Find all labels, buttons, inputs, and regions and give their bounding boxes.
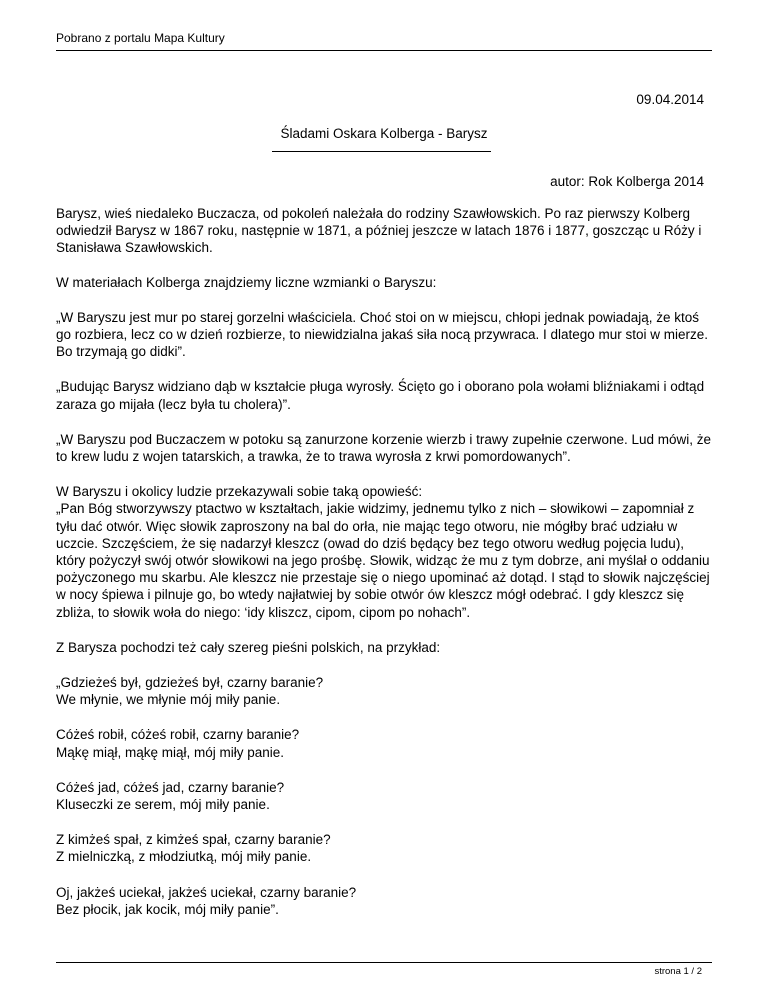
paragraph: Barysz, wieś niedaleko Buczacza, od pokoleń należała do rodziny Szawłowskich. Po raz pierwszy Kolberg odwiedził Barysz w 1867 roku, następnie w 1871, a później jeszcze w latach 1876 i 1877, goszcząc u Róży i Stanisława Szawłowskich. bbox=[56, 206, 702, 256]
paragraph: „Budując Barysz widziano dąb w kształcie pługa wyrosły. Ścięto go i oborano pola wołami bliźniakami i odtąd zaraza go mijała (lecz była tu cholera)”. bbox=[56, 379, 705, 412]
footer-divider bbox=[56, 962, 712, 963]
article-body bbox=[56, 205, 712, 936]
paragraph: Z Barysza pochodzi też cały szereg pieśni polskich, na przykład: bbox=[56, 639, 441, 655]
paragraph: Oj, jakżeś uciekał, jakżeś uciekał, czarny baranie? Bez płocik, jak kocik, mój miły panie”. bbox=[56, 884, 357, 917]
paragraph: Z kimżeś spał, z kimżeś spał, czarny baranie? Z mielniczką, z młodziutką, mój miły panie. bbox=[56, 832, 331, 865]
paragraph: Cóżeś jad, cóżeś jad, czarny baranie? Kluseczki ze serem, mój miły panie. bbox=[56, 779, 285, 813]
paragraph: „W Baryszu jest mur po starej gorzelni właściciela. Choć stoi on w miejscu, chłopi jednak powiadają, że ktoś go rozbiera, lecz co w dzień rozbierze, to niewidzialna jakaś siła nocą przywraca. I dlatego mur stoi w mierze. Bo trzymają go didki”. bbox=[56, 309, 709, 360]
paragraph: „W Baryszu pod Buczaczem w potoku są zanurzone korzenie wierzb i trawy zupełnie czerwone. Lud mówi, że to krew ludu z wojen tatarskich, a trawka, że to trawa wyrosła z krwi pomordowanych”. bbox=[56, 431, 712, 465]
document-date: 09.04.2014 bbox=[636, 92, 704, 107]
paragraph: Cóżeś robił, cóżeś robił, czarny baranie? Mąkę miął, mąkę miął, mój miły panie. bbox=[56, 727, 300, 760]
header-divider bbox=[56, 50, 712, 51]
page-header-source: Pobrano z portalu Mapa Kultury bbox=[56, 31, 225, 45]
paragraph: „Gdzieżeś był, gdzieżeś był, czarny baranie? We młynie, we młynie mój miły panie. bbox=[56, 675, 324, 708]
title-underline bbox=[272, 151, 491, 152]
page-number: strona 1 / 2 bbox=[654, 966, 702, 977]
document-title: Śladami Oskara Kolberga - Barysz bbox=[280, 126, 488, 141]
paragraph: W materiałach Kolberga znajdziemy liczne wzmianki o Baryszu: bbox=[56, 274, 437, 290]
document-author: autor: Rok Kolberga 2014 bbox=[550, 174, 704, 189]
paragraph: W Baryszu i okolicy ludzie przekazywali sobie taką opowieść: „Pan Bóg stworzywszy ptactwo w kształtach, jakie widzimy, jednemu tylko z nich – słowikowi – zapomniał z tyłu dać otwór. Więc słowik zaproszony na bal do orła, nie mając tego otworu, nie mógłby brać udziału w uczcie. Szczęściem, że się nadarzył kleszcz (owad do dziś będący bez tego otworu według pojęcia ludu), który pożyczył swój otwór słowikowi na jego prośbę. Słowik, widząc że mu z tym dobrze, ani myślał o oddaniu pożyczonego mu skarbu. Ale kleszcz nie przestaje się o niego upominać aż dotąd. I stąd to słowik najczęściej w nocy śpiewa i pilnuje go, bo wtedy najłatwiej by sobie otwór ów kleszcz mógł odebrać. I gdy kleszcz się zbliża, to słowik woła do niego: ‘idy kliszcz, cipom, cipom po nohach”. bbox=[56, 484, 710, 620]
